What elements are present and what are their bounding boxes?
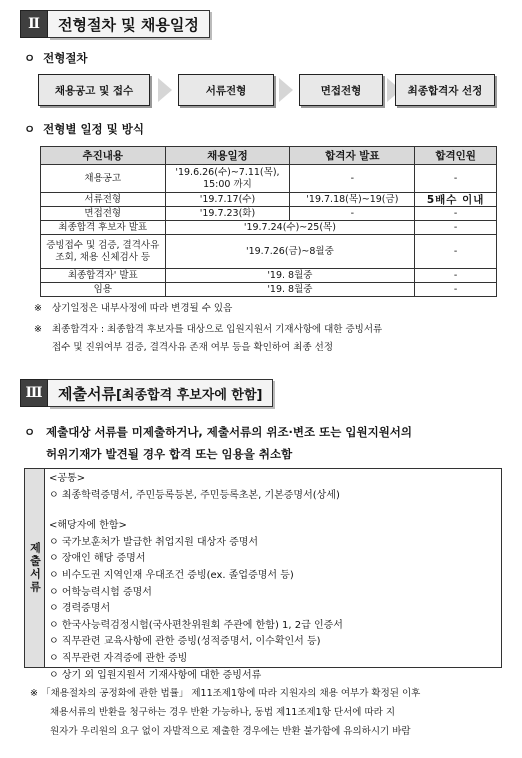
list-item: ㅇ 경력증명서	[49, 603, 111, 615]
flow-arrow-icon	[158, 78, 172, 102]
list-item: ㅇ 상기 외 입원지원서 기재사항에 대한 증빙서류	[49, 669, 262, 681]
section-2-header	[20, 10, 210, 38]
return-footnote	[30, 684, 505, 741]
bullet-marker: ㅇ	[24, 51, 36, 65]
column-header: 채용일정	[165, 147, 290, 165]
procedure-flow	[38, 74, 498, 106]
list-item: ㅇ 최종학력증명서, 주민등록등본, 주민등록초본, 기본증명서(상세)	[49, 489, 340, 501]
column-header: 합격인원	[415, 147, 497, 165]
table-cell: -	[415, 221, 497, 235]
table-cell: -	[415, 269, 497, 283]
section-2-title: 전형절차 및 채용일정	[48, 10, 210, 38]
table-cell: 채용공고	[41, 165, 166, 193]
section-3-number: Ⅲ	[20, 379, 48, 407]
warning-line-1	[24, 421, 502, 443]
table-row	[41, 235, 497, 269]
cancellation-warning	[24, 421, 502, 465]
table-cell: -	[290, 165, 415, 193]
schedule-notes	[34, 300, 504, 357]
table-cell: '19. 8월중	[165, 269, 415, 283]
table-header-row	[41, 147, 497, 165]
documents-box	[24, 468, 502, 681]
note-2-line-1: 최종합격자 : 최종합격 후보자를 대상으로 입원지원서 기재사항에 대한 증빙서류	[52, 324, 383, 335]
schedule-heading	[24, 121, 144, 137]
table-cell: 임용	[41, 283, 166, 297]
procedure-heading	[24, 50, 88, 66]
list-item: ㅇ 한국사능력검정시험(국사편찬위원회 주관에 한함) 1, 2급 인증서	[49, 619, 343, 631]
table-row	[41, 207, 497, 221]
table-cell: 최종합격 후보자 발표	[41, 221, 166, 235]
note-1-text: 상기일정은 내부사정에 따라 변경될 수 있음	[52, 303, 233, 314]
common-heading: <공통>	[49, 473, 86, 484]
footnote-line-2: 채용서류의 반환을 청구하는 경우 반환 가능하나, 동법 제11조제1항 단서에 따라 지	[50, 707, 396, 718]
warning-line-1-text: 제출대상 서류를 미제출하거나, 제출서류의 위조·변조 또는 입원지원서의	[46, 425, 413, 439]
table-cell: '19.7.26(금)~8월중	[165, 235, 415, 269]
section-3-title-text: 제출서류	[58, 384, 116, 403]
footnote-line-3: 원자가 우리원의 요구 없이 자발적으로 제출한 경우에는 반환 불가함에 유의하시기 바람	[50, 726, 411, 737]
table-row	[41, 165, 497, 193]
flow-step-3: 면접전형	[299, 74, 383, 106]
table-cell: '19.7.17(수)	[165, 193, 290, 207]
table-row	[41, 283, 497, 297]
note-mark: ※	[34, 324, 42, 335]
table-cell: -	[415, 283, 497, 297]
list-item: ㅇ 비수도권 지역인재 우대조건 증빙(ex. 졸업증명서 등)	[49, 569, 294, 581]
list-item: ㅇ 국가보훈처가 발급한 취업지원 대상자 증명서	[49, 536, 259, 548]
table-cell: -	[415, 165, 497, 193]
table-row	[41, 221, 497, 235]
table-cell: 최종합격자' 발표	[41, 269, 166, 283]
note-1	[34, 300, 504, 318]
flow-step-4: 최종합격자 선정	[395, 74, 495, 106]
procedure-heading-text: 전형절차	[43, 51, 88, 65]
list-item: ㅇ 직무관련 자격증에 관한 증빙	[49, 652, 188, 664]
schedule-table	[40, 146, 497, 297]
flow-step-2: 서류전형	[178, 74, 274, 106]
note-2	[34, 321, 504, 339]
column-header: 추진내용	[41, 147, 166, 165]
table-cell: '19.7.24(수)~25(목)	[165, 221, 415, 235]
applicable-heading: <해당자에 한함>	[49, 520, 127, 532]
section-3-title	[48, 379, 273, 407]
table-cell: 증빙접수 및 검증, 결격사유 조회, 채용 신체검사 등	[41, 235, 166, 269]
section-2-number: Ⅱ	[20, 10, 48, 38]
section-3-header	[20, 379, 273, 407]
table-cell: '19.6.26(수)~7.11(목), 15:00 까지	[165, 165, 290, 193]
flow-arrow-icon	[279, 78, 293, 102]
table-cell: -	[290, 207, 415, 221]
warning-line-2: 허위기재가 발견될 경우 합격 또는 임용을 취소함	[46, 447, 293, 461]
table-cell: '19. 8월중	[165, 283, 415, 297]
list-item: ㅇ 직무관련 교육사항에 관한 증빙(성적증명서, 이수확인서 등)	[49, 636, 321, 648]
table-cell: '19.7.23(화)	[165, 207, 290, 221]
table-cell: 면접전형	[41, 207, 166, 221]
table-cell: 서류전형	[41, 193, 166, 207]
table-cell: -	[415, 235, 497, 269]
bullet-marker: ㅇ	[24, 425, 36, 439]
documents-list	[45, 469, 501, 681]
table-row	[41, 193, 497, 207]
note-2-line-2: 접수 및 진위여부 검증, 결격사유 존재 여부 등을 확인하여 최종 선정	[52, 342, 333, 353]
section-3-subtitle: [최종합격 후보자에 한함]	[115, 387, 263, 403]
schedule-heading-text: 전형별 일정 및 방식	[43, 122, 144, 136]
table-row	[41, 269, 497, 283]
table-cell: -	[415, 207, 497, 221]
list-item: ㅇ 어학능력시험 증명서	[49, 586, 152, 598]
bullet-marker: ㅇ	[24, 122, 36, 136]
footnote-line-1: ※ 「채용절차의 공정화에 관한 법률」 제11조제1항에 따라 지원자의 채용 여부가 확정된 이후	[30, 688, 421, 699]
list-item: ㅇ 장애인 해당 증명서	[49, 553, 146, 565]
column-header: 합격자 발표	[290, 147, 415, 165]
note-mark: ※	[34, 303, 42, 314]
table-cell: '19.7.18(목)~19(금)	[290, 193, 415, 207]
flow-step-1: 채용공고 및 접수	[38, 74, 150, 106]
documents-label: 제출서류	[25, 469, 45, 667]
table-cell: 5배수 이내	[415, 193, 497, 207]
